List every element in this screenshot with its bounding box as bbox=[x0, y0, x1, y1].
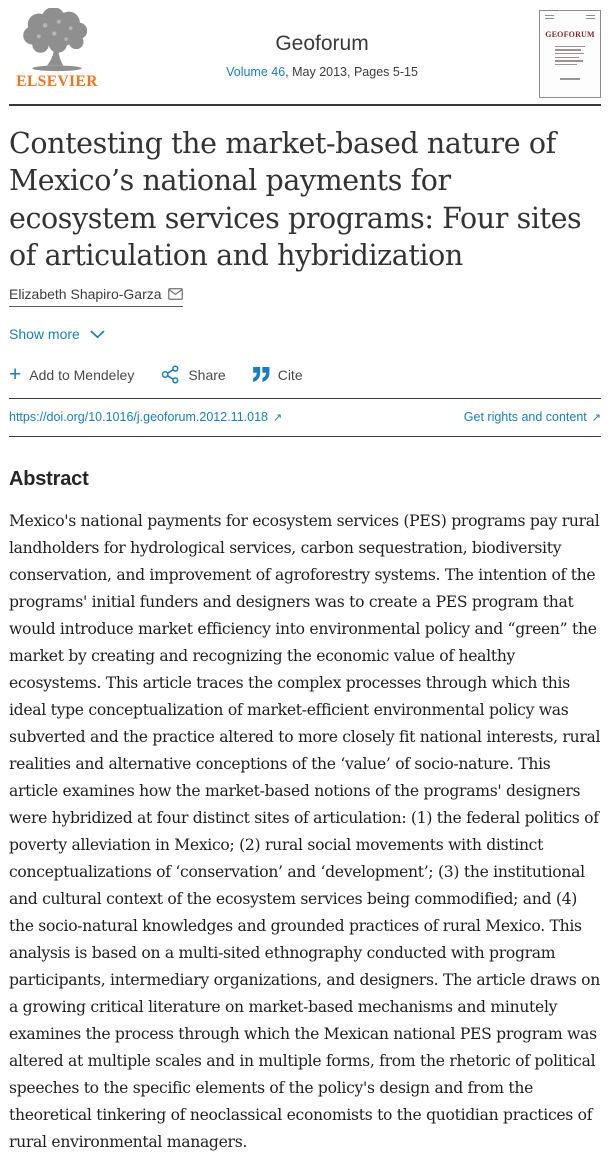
cite-label: Cite bbox=[277, 366, 303, 383]
cover-journal-name: GEOFORUM bbox=[545, 29, 595, 39]
show-more-label: Show more bbox=[9, 326, 80, 343]
share-label: Share bbox=[188, 366, 226, 383]
quote-cite-icon bbox=[253, 367, 270, 382]
volume-link[interactable]: Volume 46 bbox=[226, 65, 286, 79]
issue-info: , May 2013, Pages 5-15 bbox=[285, 65, 418, 79]
plus-icon: + bbox=[9, 362, 22, 386]
external-link-icon: ↗ bbox=[272, 412, 283, 425]
add-to-mendeley-label: Add to Mendeley bbox=[29, 366, 135, 383]
cover-footer-line bbox=[560, 78, 580, 79]
get-rights-text: Get rights and content bbox=[463, 410, 587, 425]
journal-title-link[interactable]: Geoforum bbox=[275, 32, 369, 55]
get-rights-link[interactable] bbox=[464, 410, 601, 424]
cover-contents-lines bbox=[555, 46, 585, 66]
chevron-down-icon bbox=[90, 330, 105, 339]
article-title: Contesting the market-based nature of Mexico’s national payments for ecosystem services programs: Four sites of articulation and hybridization bbox=[9, 127, 582, 272]
elsevier-logo-link[interactable] bbox=[9, 8, 105, 91]
author-name: Elizabeth Shapiro-Garza bbox=[9, 286, 162, 303]
add-to-mendeley-button[interactable] bbox=[9, 362, 135, 386]
volume-line bbox=[105, 65, 539, 79]
elsevier-tree-icon bbox=[20, 8, 94, 72]
show-more-button[interactable] bbox=[9, 326, 105, 342]
abstract-heading: Abstract bbox=[9, 468, 89, 491]
author-row bbox=[9, 286, 601, 307]
doi-row bbox=[9, 399, 601, 436]
doi-divider-bottom bbox=[9, 436, 601, 437]
abstract-section bbox=[9, 468, 601, 1156]
email-envelope-icon[interactable] bbox=[168, 288, 183, 300]
external-link-icon: ↗ bbox=[591, 412, 601, 425]
header-divider bbox=[9, 104, 601, 106]
author-link[interactable] bbox=[9, 286, 183, 307]
doi-text: https://doi.org/10.1016/j.geoforum.2012.11.018 bbox=[9, 410, 268, 425]
journal-cover-thumbnail[interactable] bbox=[539, 10, 601, 98]
action-toolbar bbox=[9, 362, 601, 386]
cite-button[interactable] bbox=[253, 367, 303, 383]
doi-link[interactable] bbox=[9, 410, 282, 424]
cover-masthead bbox=[545, 15, 595, 21]
abstract-text: Mexico's national payments for ecosystem services (PES) programs pay rural landholders for hydrological services, carbon sequestration, biodiversity conservation, and improvement of agroforestry systems. The intention of the programs' initial funders and designers was to create a PES program that would introduce market efficiency into environmental policy and “green” the market by creating and recognizing the economic value of healthy ecosystems. This article traces the complex processes through which this ideal type conceptualization of market-efficient environmental policy was subverted and the practice altered to more closely fit national interests, rural realities and alternative conceptions of the ‘value’ of socio-nature. This article examines how the market-based notions of the programs' designers were hybridized at four distinct sites of articulation: (1) the federal politics of poverty alleviation in Mexico; (2) rural social movements with distinct conceptualizations of ‘conservation’ and ‘development’; (3) the institutional and cultural context of the ecosystem services being commodified; and (4) the socio-natural knowledges and grounded practices of rural Mexico. This analysis is based on a multi-sited ethnography conducted with program participants, intermediary organizations, and designers. The article draws on a growing critical literature on market-based mechanisms and minutely examines the process through which the Mexican national PES program was altered at multiple scales and in multiple forms, from the rhetoric of political speeches to the specific elements of the policy's design and from the theoretical tinkering of neoclassical economists to the quotidian practices of rural environmental managers. bbox=[9, 512, 601, 1152]
journal-header bbox=[9, 0, 601, 98]
share-button[interactable] bbox=[161, 365, 225, 384]
share-nodes-icon bbox=[161, 365, 180, 384]
elsevier-wordmark: ELSEVIER bbox=[16, 73, 98, 90]
journal-meta bbox=[105, 8, 539, 79]
